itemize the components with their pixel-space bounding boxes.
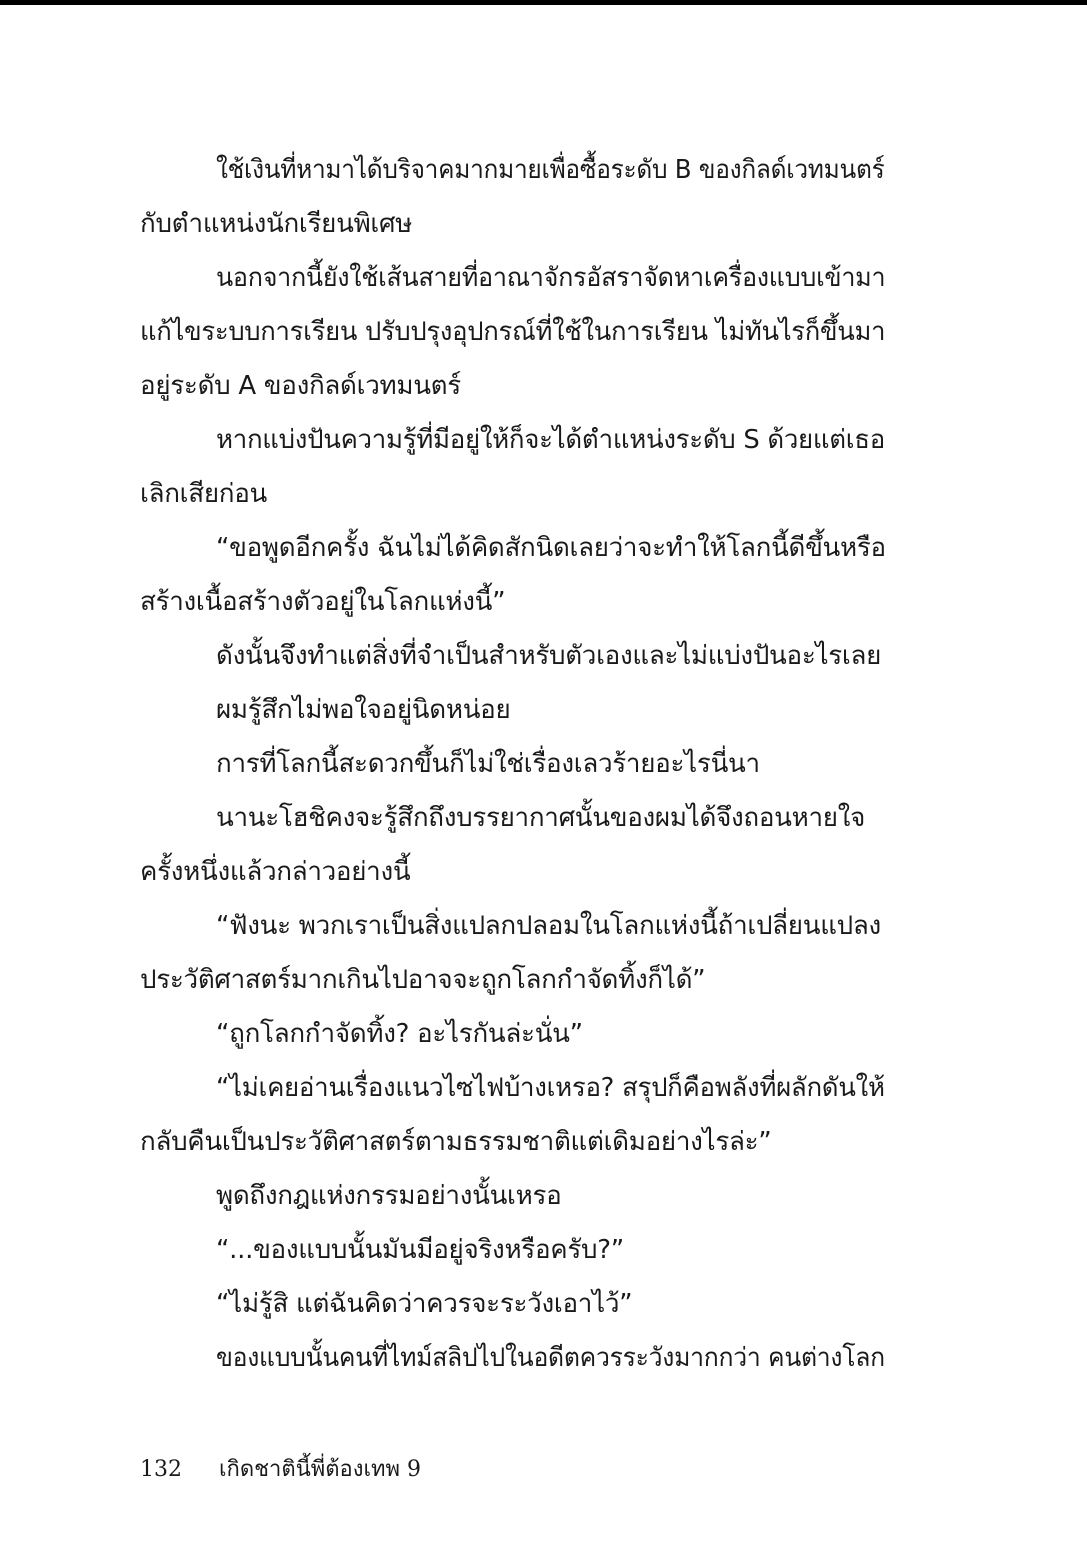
text-line: ของแบบนั้นคนที่ไทม์สลิปไปในอดีตควรระวังมากกว่า คนต่างโลก bbox=[216, 1343, 885, 1373]
top-border bbox=[0, 0, 1087, 5]
text-line: ครั้งหนึ่งแล้วกล่าวอย่างนี้ bbox=[140, 857, 411, 887]
text-line: “...ของแบบนั้นมันมีอยู่จริงหรือครับ?” bbox=[216, 1235, 624, 1265]
text-line: กับตำแหน่งนักเรียนพิเศษ bbox=[140, 209, 413, 239]
text-line: หากแบ่งปันความรู้ที่มีอยู่ให้ก็จะได้ตำแหน่งระดับ S ด้วยแต่เธอ bbox=[216, 425, 885, 455]
text-line: แก้ไขระบบการเรียน ปรับปรุงอุปกรณ์ที่ใช้ในการเรียน ไม่ทันไรก็ขึ้นมา bbox=[140, 317, 886, 347]
page-footer bbox=[140, 1452, 421, 1488]
text-line: กลับคืนเป็นประวัติศาสตร์ตามธรรมชาติแต่เดิมอย่างไรล่ะ” bbox=[140, 1127, 772, 1157]
text-line: “ขอพูดอีกครั้ง ฉันไม่ได้คิดสักนิดเลยว่าจะทำให้โลกนี้ดีขึ้นหรือ bbox=[216, 533, 886, 563]
text-line: “ไม่รู้สิ แต่ฉันคิดว่าควรจะระวังเอาไว้” bbox=[216, 1289, 633, 1319]
text-line: “ฟังนะ พวกเราเป็นสิ่งแปลกปลอมในโลกแห่งนี้ถ้าเปลี่ยนแปลง bbox=[216, 911, 881, 941]
text-line: ประวัติศาสตร์มากเกินไปอาจจะถูกโลกกำจัดทิ้งก็ได้” bbox=[140, 965, 706, 995]
page-number: 132 bbox=[140, 1457, 182, 1482]
text-line: อยู่ระดับ A ของกิลด์เวทมนตร์ bbox=[140, 371, 461, 401]
text-line: สร้างเนื้อสร้างตัวอยู่ในโลกแห่งนี้” bbox=[140, 587, 506, 617]
text-line: ดังนั้นจึงทำแต่สิ่งที่จำเป็นสำหรับตัวเองและไม่แบ่งปันอะไรเลย bbox=[216, 641, 882, 671]
book-title: เกิดชาตินี้พี่ต้องเทพ 9 bbox=[219, 1457, 421, 1482]
text-line: นานะโฮชิคงจะรู้สึกถึงบรรยากาศนั้นของผมได้จึงถอนหายใจ bbox=[216, 803, 866, 833]
text-line: การที่โลกนี้สะดวกขึ้นก็ไม่ใช่เรื่องเลวร้ายอะไรนี่นา bbox=[216, 749, 760, 779]
text-line: เลิกเสียก่อน bbox=[140, 479, 267, 509]
text-line: ใช้เงินที่หามาได้บริจาคมากมายเพื่อซื้อระดับ B ของกิลด์เวทมนตร์ bbox=[216, 155, 885, 185]
text-line: ผมรู้สึกไม่พอใจอยู่นิดหน่อย bbox=[216, 695, 511, 725]
text-line: “ไม่เคยอ่านเรื่องแนวไซไฟบ้างเหรอ? สรุปก็คือพลังที่ผลักดันให้ bbox=[216, 1073, 885, 1103]
text-line: พูดถึงกฎแห่งกรรมอย่างนั้นเหรอ bbox=[216, 1181, 562, 1211]
text-line: นอกจากนี้ยังใช้เส้นสายที่อาณาจักรอัสราจัดหาเครื่องแบบเข้ามา bbox=[216, 263, 886, 293]
text-line: “ถูกโลกกำจัดทิ้ง? อะไรกันล่ะนั่น” bbox=[216, 1019, 583, 1049]
